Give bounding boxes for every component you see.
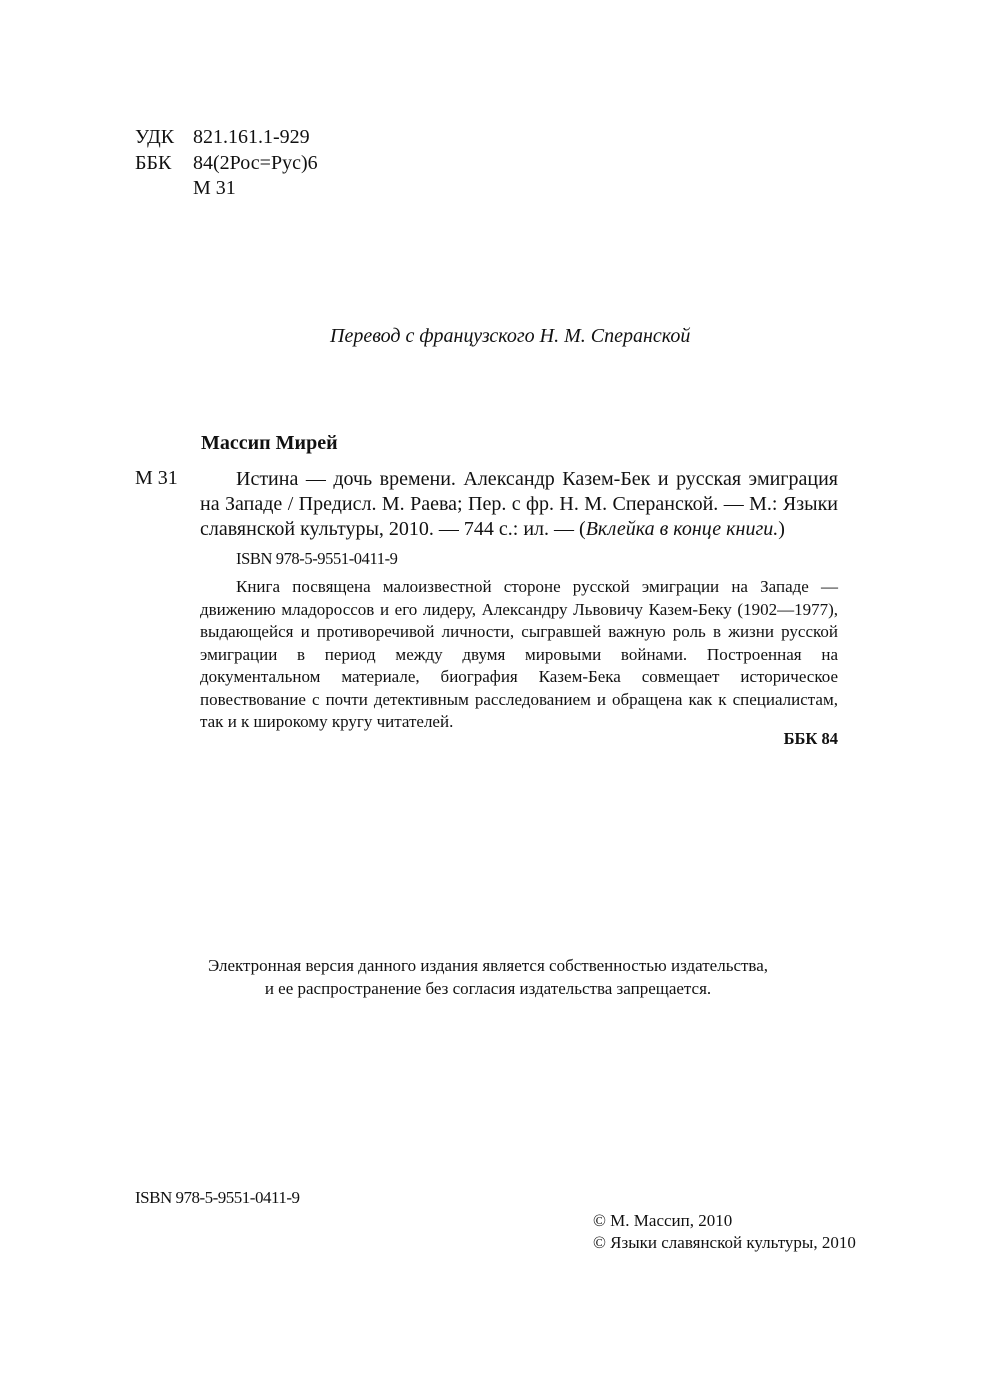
bibliographic-entry	[200, 467, 838, 542]
annotation	[200, 576, 838, 734]
udk-label: УДК	[135, 126, 175, 148]
author-mark: М 31	[193, 177, 236, 199]
copyright-block	[593, 1210, 856, 1254]
bbk-value: 84(2Рос=Рус)6	[193, 152, 318, 174]
bbk-row	[135, 151, 318, 175]
translator-line: Перевод с французского Н. М. Сперанской	[330, 325, 691, 347]
copyright-line-2: © Языки славянской культуры, 2010	[593, 1233, 856, 1252]
entry-close-paren: )	[778, 518, 785, 540]
entry-italic-note: Вклейка в конце книги.	[585, 518, 779, 540]
electronic-version-notice	[0, 955, 976, 1000]
udk-row	[135, 125, 310, 149]
udk-value: 821.161.1-929	[193, 126, 310, 148]
annotation-bbk: ББК 84	[783, 729, 838, 748]
entry-text: Истина — дочь времени. Александр Казем-Бек и русская эмиграция на Западе / Предисл. М. Раева; Пер. с фр. Н. М. Сперанской. — М.: Языки славянской культуры, 2010. — 744 с.: ил. — (	[200, 468, 838, 540]
entry-isbn: ISBN 978-5-9551-0411-9	[236, 549, 398, 568]
bbk-label: ББК	[135, 152, 172, 174]
copyright-line-1: © М. Массип, 2010	[593, 1211, 733, 1230]
notice-line-1: Электронная версия данного издания является собственностью издательства,	[207, 956, 769, 975]
isbn-bottom: ISBN 978-5-9551-0411-9	[135, 1188, 300, 1207]
notice-line-2: и ее распространение без согласия издательства запрещается.	[264, 978, 712, 998]
annotation-text: Книга посвящена малоизвестной стороне русской эмиграции на Западе — движению младороссов и его лидеру, Александру Львовичу Казем-Беку (1902—1977), выдающейся и противоречивой личности, сыгравшей важную роль в жизни русской эмиграции в период между двумя мировыми войнами. Построенная на документальном материале, биография Казем-Бека совмещает историческое повествование с почти детективным расследованием и обращена как к специалистам, так и к широкому кругу читателей.	[200, 577, 838, 731]
author-heading: Массип Мирей	[201, 432, 338, 454]
entry-code: М 31	[135, 467, 178, 489]
